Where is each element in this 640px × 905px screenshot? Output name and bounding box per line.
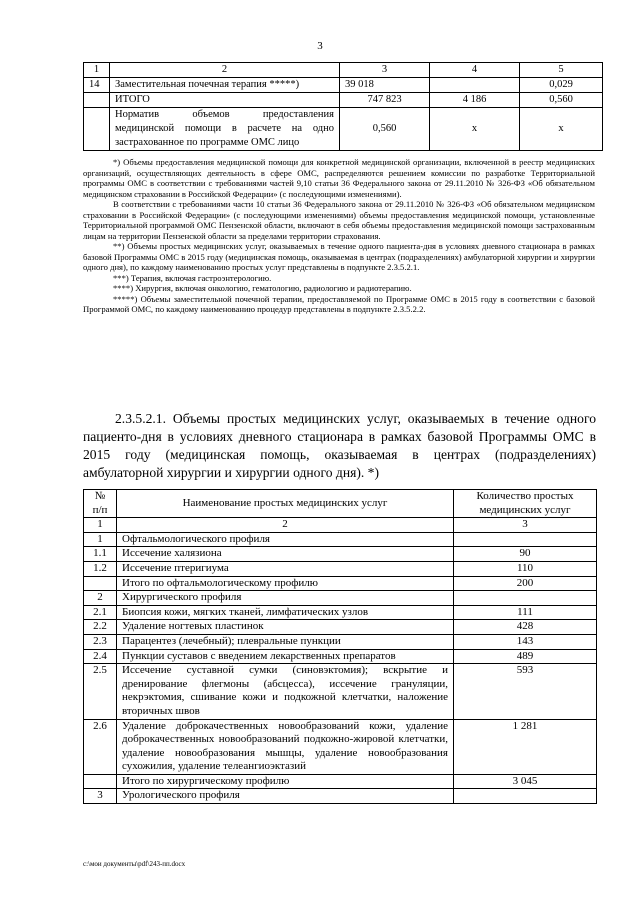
row-number: 1 <box>84 532 117 547</box>
row-value: 0,029 <box>520 78 603 93</box>
normative-value: 0,560 <box>340 108 430 151</box>
row-number: 2.3 <box>84 634 117 649</box>
row-quantity: 110 <box>454 561 597 576</box>
table-row <box>84 649 597 664</box>
row-number <box>84 108 110 151</box>
row-name: Биопсия кожи, мягких тканей, лимфатических узлов <box>117 605 454 620</box>
row-number: 2.4 <box>84 649 117 664</box>
row-quantity: 428 <box>454 620 597 635</box>
footnote: **) Объемы простых медицинских услуг, оказываемых в течение одного пациента-дня в условиях дневного стационара в рамках базовой Программы ОМС в 2015 году (медицинская помощь, оказываемая в центрах (подразделениях) амбулаторной хирургии и хирургии одного дня), по каждому наименованию простых услуг представлены в подпункте 2.3.5.2.1. <box>83 241 595 272</box>
table-row <box>84 547 597 562</box>
normative-value: х <box>430 108 520 151</box>
table-index-row <box>84 518 597 533</box>
footnote: *) Объемы предоставления медицинской помощи для конкретной медицинской организации, включенной в реестр медицинских организаций, осуществляющих деятельность в сфере ОМС, распределяются решением комиссии по разработке Территориальной программы ОМС в соответствии с требованиями частей 9,10 статьи 36 Федерального закона от 29.11.2010 № 326-ФЗ «Об обязательном медицинском страховании в Российской Федерации» (с последующими изменениями). <box>83 157 595 199</box>
table-row <box>84 620 597 635</box>
index-cell: 2 <box>117 518 454 533</box>
row-name: Офтальмологического профиля <box>117 532 454 547</box>
row-name: Парацентез (лечебный); плевральные пункции <box>117 634 454 649</box>
footnote: ****) Хирургия, включая онкологию, гематологию, радиологию и радиотерапию. <box>113 283 412 293</box>
header-cell: 2 <box>110 63 340 78</box>
row-name: Удаление ногтевых пластинок <box>117 620 454 635</box>
row-number: 14 <box>84 78 110 93</box>
row-name: Пункции суставов с введением лекарственных препаратов <box>117 649 454 664</box>
header-cell: Наименование простых медицинских услуг <box>117 490 454 518</box>
row-name: Итого по хирургическому профилю <box>117 774 454 789</box>
footnote: ***) Терапия, включая гастроэнтерологию. <box>113 272 272 283</box>
table-row <box>84 78 603 93</box>
header-cell: 5 <box>520 63 603 78</box>
table-header-row <box>84 490 597 518</box>
footnote: В соответствии с требованиями части 10 статьи 36 Федерального закона от 29.11.2010 № 326-ФЗ «Об обязательном медицинском страховании в Российской Федерации» (с последующими изменениями) объемы предоставления медицинской помощи, установленные Территориальной программой ОМС Пензенской области, включают в себя объемы предоставления медицинской помощи застрахованным лицам на территории Пензенской области за пределами территории страхования. <box>83 199 595 241</box>
row-quantity: 489 <box>454 649 597 664</box>
volumes-table-continued <box>83 62 603 151</box>
row-name: Удаление доброкачественных новообразований кожи, удаление доброкачественных новообразований подкожно-жировой клетчатки, удаление новообразования мышцы, удаление новообразования сухожилия, удаление телеангиоэктазий <box>117 719 454 774</box>
row-value: 747 823 <box>340 93 430 108</box>
row-quantity: 593 <box>454 664 597 719</box>
normative-text: Норматив объемов предоставления медицинской помощи в расчете на одно застрахованное по программе ОМС лицо <box>110 108 340 151</box>
row-number: 1.1 <box>84 547 117 562</box>
row-name: Заместительная почечная терапия *****) <box>110 78 340 93</box>
table-header-row <box>84 63 603 78</box>
row-number <box>84 774 117 789</box>
table-row <box>84 591 597 606</box>
row-number: 2 <box>84 591 117 606</box>
row-quantity: 3 045 <box>454 774 597 789</box>
row-name: ИТОГО <box>110 93 340 108</box>
footnotes <box>83 157 595 315</box>
row-number: 2.1 <box>84 605 117 620</box>
row-quantity <box>454 591 597 606</box>
row-name: Иссечение птеригиума <box>117 561 454 576</box>
row-quantity: 143 <box>454 634 597 649</box>
row-number: 2.2 <box>84 620 117 635</box>
section-heading: 2.3.5.2.1. Объемы простых медицинских услуг, оказываемых в течение одного пациенто-дня в условиях дневного стационара в рамках базовой Программы ОМС в 2015 году (медицинская помощь, оказываемая в центрах (подразделениях) амбулаторной хирургии и хирургии одного дня). *) <box>83 411 596 480</box>
row-quantity: 111 <box>454 605 597 620</box>
row-number: 1.2 <box>84 561 117 576</box>
services-table <box>83 489 597 804</box>
row-name: Хирургического профиля <box>117 591 454 606</box>
normative-row <box>84 108 603 151</box>
subtotal-row <box>84 774 597 789</box>
header-cell: Количество простых медицинских услуг <box>454 490 597 518</box>
index-cell: 1 <box>84 518 117 533</box>
row-quantity <box>454 789 597 804</box>
footnote: *****) Объемы заместительной почечной терапии, предоставляемой по Программе ОМС в 2015 году в соответствии с базовой Программой ОМС, по каждому наименованию процедур представлены в подпункте 2.3.5.2.2. <box>83 293 595 314</box>
row-value <box>430 78 520 93</box>
table-row <box>84 605 597 620</box>
row-name: Иссечение суставной сумки (синовэктомия); вскрытие и дренирование флегмоны (абсцесса), иссечение грануляции, некрэктомия, сшивание кожи и подкожной клетчатки, наложение вторичных швов <box>117 664 454 719</box>
header-cell: 3 <box>340 63 430 78</box>
row-value: 39 018 <box>340 78 430 93</box>
footer-file-path: c:\мои документы\pdf\243-пп.docx <box>83 860 186 868</box>
row-quantity: 1 281 <box>454 719 597 774</box>
table-row <box>84 789 597 804</box>
table-row <box>84 719 597 774</box>
row-quantity: 200 <box>454 576 597 591</box>
row-value: 0,560 <box>520 93 603 108</box>
header-cell: 1 <box>84 63 110 78</box>
subtotal-row <box>84 576 597 591</box>
row-name: Урологического профиля <box>117 789 454 804</box>
table-row <box>84 532 597 547</box>
total-row <box>84 93 603 108</box>
row-number <box>84 93 110 108</box>
table-row <box>84 664 597 719</box>
header-cell: № п/п <box>84 490 117 518</box>
row-number: 2.5 <box>84 664 117 719</box>
page-number: 3 <box>317 40 323 52</box>
row-name: Итого по офтальмологическому профилю <box>117 576 454 591</box>
row-quantity <box>454 532 597 547</box>
row-name: Иссечение халязиона <box>117 547 454 562</box>
header-cell: 4 <box>430 63 520 78</box>
row-value: 4 186 <box>430 93 520 108</box>
index-cell: 3 <box>454 518 597 533</box>
normative-value: х <box>520 108 603 151</box>
table-row <box>84 634 597 649</box>
row-quantity: 90 <box>454 547 597 562</box>
table-row <box>84 561 597 576</box>
row-number: 3 <box>84 789 117 804</box>
row-number <box>84 576 117 591</box>
row-number: 2.6 <box>84 719 117 774</box>
